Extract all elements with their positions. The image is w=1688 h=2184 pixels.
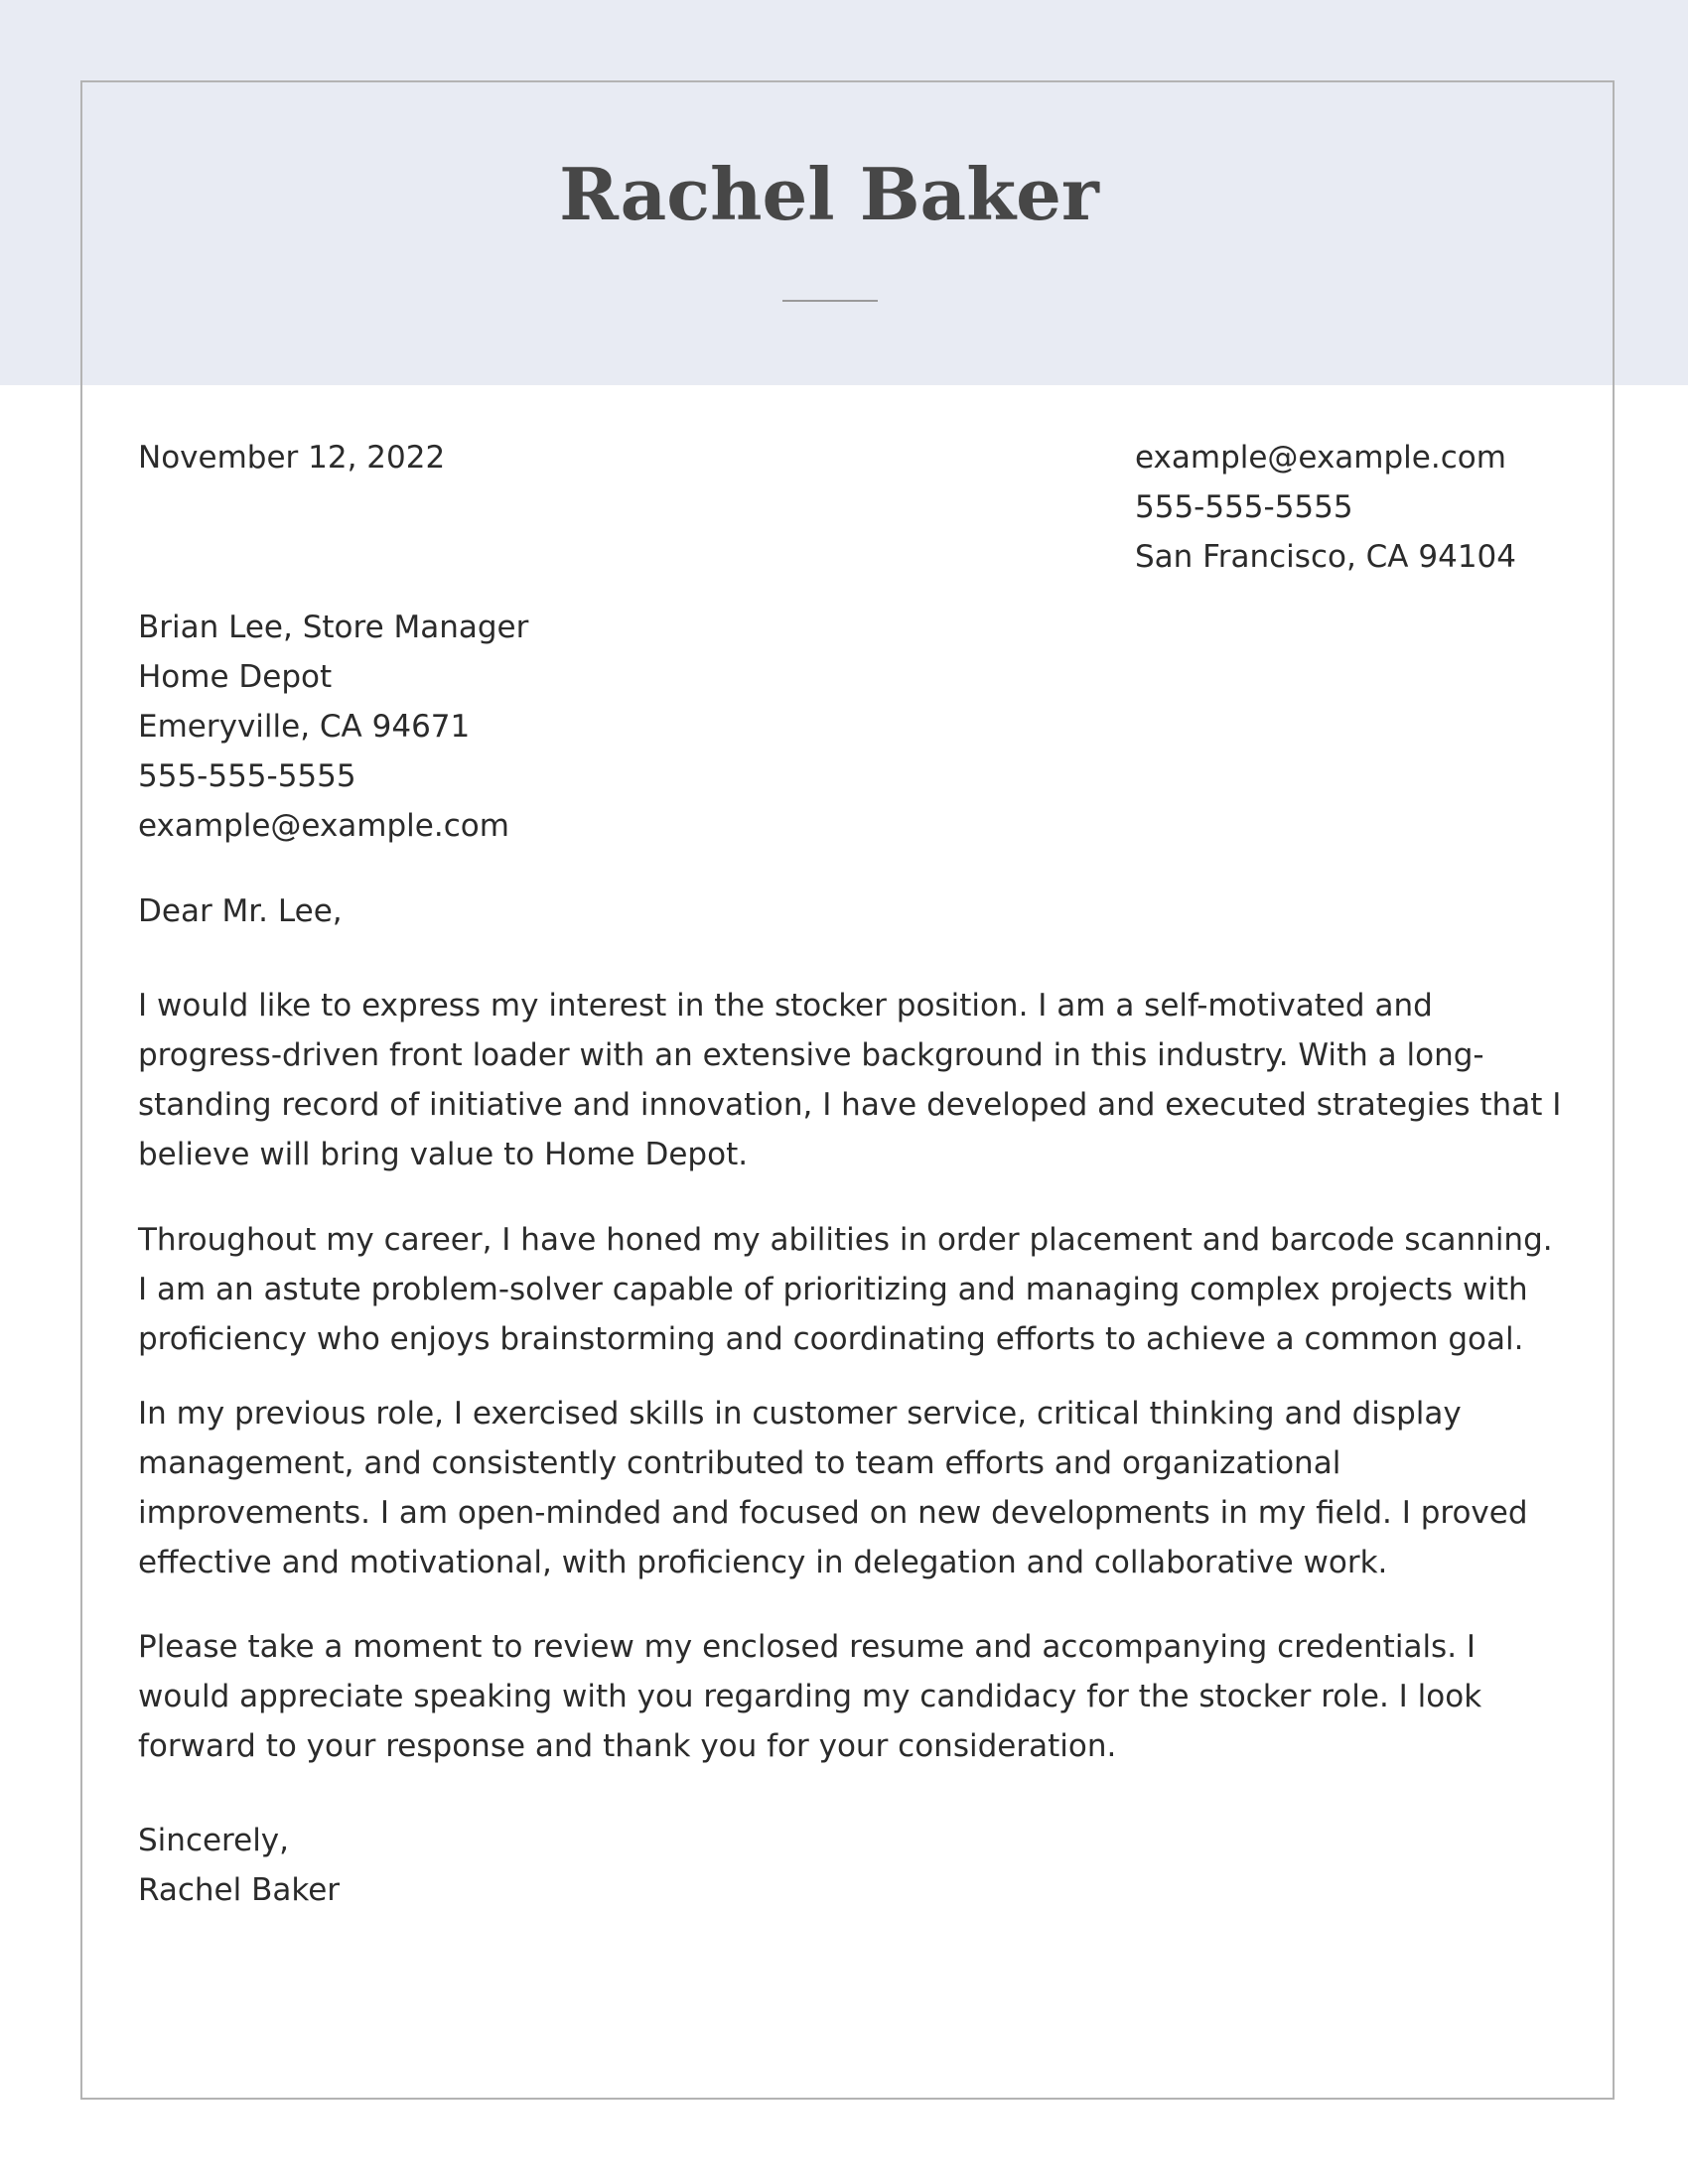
valediction: Sincerely,	[138, 1823, 290, 1858]
body-paragraph: Please take a moment to review my enclosed resume and accompanying credentials. I would appreciate speaking with you regarding my candidacy for the stocker role. I look forward to your response and thank you for your consideration.	[138, 1629, 1482, 1764]
body-paragraph: I would like to express my interest in the stocker position. I am a self-motivated and progress-driven front loader with an extensive background in this industry. With a long-standing record of initiative and innovation, I have developed and executed strategies that I believe will bring value to Home Depot.	[138, 988, 1562, 1172]
recipient-phone: 555-555-5555	[138, 758, 356, 794]
sender-contact-block	[1135, 433, 1516, 582]
closing-block	[138, 1816, 340, 1915]
recipient-company: Home Depot	[138, 659, 333, 695]
sender-location: San Francisco, CA 94104	[1135, 539, 1516, 575]
recipient-block	[138, 603, 528, 851]
sender-email: example@example.com	[1135, 440, 1506, 476]
sender-phone: 555-555-5555	[1135, 489, 1353, 525]
signature-name: Rachel Baker	[138, 1872, 341, 1908]
body-paragraph: Throughout my career, I have honed my abilities in order placement and barcode scanning. I am an astute problem-solver capable of prioritizing and managing complex projects with proficiency who enjoys brainstorming and coordinating efforts to achieve a common goal.	[138, 1222, 1553, 1357]
body-paragraph: In my previous role, I exercised skills in customer service, critical thinking and display management, and consistently contributed to team efforts and organizational improvements. I am open-minded and focused on new developments in my field. I proved effective and motivational, with proficiency in delegation and collaborative work.	[138, 1396, 1528, 1580]
sender-name-heading: Rachel Baker	[559, 152, 1099, 236]
recipient-email: example@example.com	[138, 808, 509, 844]
salutation: Dear Mr. Lee,	[138, 893, 343, 929]
name-divider	[782, 300, 878, 302]
letter-date: November 12, 2022	[138, 440, 446, 476]
recipient-name-title: Brian Lee, Store Manager	[138, 610, 529, 645]
recipient-location: Emeryville, CA 94671	[138, 709, 471, 745]
